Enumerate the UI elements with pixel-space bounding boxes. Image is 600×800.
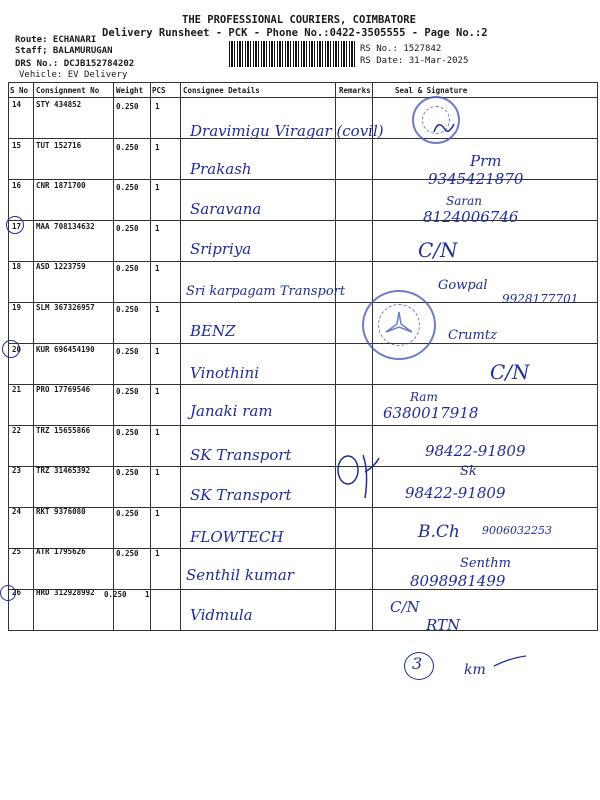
- row-separator: [8, 384, 598, 385]
- handwritten-signature: 98422-91809: [425, 442, 526, 460]
- row-separator: [8, 507, 598, 508]
- row-separator: [8, 466, 598, 467]
- cell-pcs: 1: [155, 143, 160, 152]
- handwritten-phone: 9006032253: [482, 524, 552, 537]
- cell-pcs: 1: [155, 102, 160, 111]
- handwritten-consignee: SK Transport: [190, 486, 292, 504]
- cell-consignment: TRZ 31465392: [36, 466, 91, 475]
- handwritten-phone: 98422-91809: [405, 484, 506, 502]
- col-header-seal-signature: Seal & Signature: [395, 86, 468, 95]
- handwritten-consignee: Janaki ram: [190, 402, 273, 420]
- cell-sno: 16: [12, 181, 22, 190]
- cell-pcs: 1: [155, 183, 160, 192]
- cell-weight: 0.250: [116, 468, 139, 477]
- col-header-sno: S No: [10, 86, 29, 95]
- cell-consignment: RKT 9376080: [36, 507, 86, 516]
- cell-pcs: 1: [155, 305, 160, 314]
- signature-scribble: [430, 118, 460, 140]
- cell-pcs: 1: [155, 264, 160, 273]
- cell-consignment: ASD 1223759: [36, 262, 86, 271]
- cell-sno: 15: [12, 141, 22, 150]
- handwritten-signature: Gowpal: [438, 278, 488, 293]
- row-separator: [8, 630, 598, 631]
- remarks-scribble: [335, 450, 385, 505]
- rs-date: RS Date: 31-Mar-2025: [360, 56, 469, 66]
- cell-weight: 0.250: [116, 143, 139, 152]
- cell-sno: 24: [12, 507, 22, 516]
- cell-sno: 25: [12, 547, 22, 556]
- col-header-consignee: Consignee Details: [183, 86, 260, 95]
- cell-pcs: 1: [155, 387, 160, 396]
- handwritten-signature: Saran: [446, 194, 482, 208]
- col-header-consignment: Consignment No: [36, 86, 100, 95]
- cell-weight: 0.250: [116, 224, 139, 233]
- handwritten-phone: 8124006746: [423, 208, 519, 226]
- handwritten-signature: Prm: [470, 152, 502, 170]
- handwritten-consignee: SK Transport: [190, 446, 292, 464]
- cell-sno: 26: [12, 588, 22, 597]
- cell-weight: 0.250: [116, 183, 139, 192]
- handwritten-signature: Sk: [460, 464, 477, 479]
- cell-sno: 20: [12, 345, 22, 354]
- vehicle-label: Vehicle: EV Delivery: [19, 70, 128, 80]
- handwritten-consignee: Vinothini: [190, 364, 260, 382]
- cell-consignment: KUR 696454190: [36, 345, 95, 354]
- cell-sno: 14: [12, 100, 22, 109]
- handwritten-initials: km: [464, 662, 486, 678]
- rs-number: RS No.: 1527842: [360, 44, 442, 54]
- cell-consignment: MAA 708134632: [36, 222, 95, 231]
- cell-weight: 0.250: [116, 305, 139, 314]
- cell-sno: 19: [12, 303, 22, 312]
- col-header-pcs: PCS: [152, 86, 166, 95]
- handwritten-consignee: Sri karpagam Transport: [186, 284, 346, 299]
- cell-pcs: 1: [155, 224, 160, 233]
- handwritten-consignee: FLOWTECH: [190, 528, 284, 546]
- handwritten-signature: B.Ch: [418, 522, 460, 542]
- cell-weight: 0.250: [116, 347, 139, 356]
- cell-weight: 0.250: [104, 590, 127, 599]
- cell-consignment: TRZ 15655866: [36, 426, 91, 435]
- cell-weight: 0.250: [116, 549, 139, 558]
- handwritten-count: 3: [412, 654, 423, 673]
- row-separator: [8, 261, 598, 262]
- row-separator: [8, 425, 598, 426]
- seal-stamp-benz: [362, 290, 436, 360]
- col-header-remarks: Remarks: [339, 86, 371, 95]
- cell-pcs: 1: [155, 509, 160, 518]
- star-logo-icon: [384, 310, 414, 340]
- handwritten-signature: C/N: [490, 360, 530, 384]
- cell-pcs: 1: [155, 468, 160, 477]
- handwritten-phone: 9345421870: [428, 170, 524, 188]
- route-label: Route: ECHANARI: [15, 35, 97, 45]
- cell-weight: 0.250: [116, 509, 139, 518]
- cell-consignment: ATR 1795626: [36, 547, 86, 556]
- handwritten-consignee: BENZ: [190, 322, 236, 340]
- cell-pcs: 1: [145, 590, 150, 599]
- cell-pcs: 1: [155, 428, 160, 437]
- cell-sno: 18: [12, 262, 22, 271]
- row-separator: [8, 343, 598, 344]
- cell-consignment: CNR 1871700: [36, 181, 86, 190]
- col-header-weight: Weight: [116, 86, 144, 95]
- cell-pcs: 1: [155, 549, 160, 558]
- cell-consignment: TUT 152716: [36, 141, 82, 150]
- company-title: THE PROFESSIONAL COURIERS, COIMBATORE: [182, 14, 416, 26]
- staff-label: Staff; BALAMURUGAN: [15, 46, 113, 56]
- handwritten-consignee: Senthil kumar: [186, 566, 294, 584]
- handwritten-phone: 8098981499: [410, 572, 506, 590]
- runsheet-title: Delivery Runsheet - PCK - Phone No.:0422-3505555 - Page No.:2: [102, 27, 488, 39]
- handwritten-remark: RTN: [426, 616, 461, 634]
- handwritten-consignee: Prakash: [190, 160, 252, 178]
- handwritten-phone: 9928177701: [502, 292, 579, 306]
- cell-weight: 0.250: [116, 428, 139, 437]
- handwritten-signature: C/N: [390, 598, 420, 616]
- cell-sno: 17: [12, 222, 22, 231]
- cell-consignment: SLM 367326957: [36, 303, 95, 312]
- initials-stroke: [470, 654, 530, 684]
- handwritten-phone: 6380017918: [383, 404, 479, 422]
- cell-weight: 0.250: [116, 387, 139, 396]
- handwritten-consignee: Dravimigu Viragar (covil): [190, 122, 384, 140]
- handwritten-signature: Senthm: [460, 556, 511, 571]
- barcode: [229, 41, 355, 67]
- handwritten-consignee: Saravana: [190, 200, 262, 218]
- cell-weight: 0.250: [116, 264, 139, 273]
- cell-weight: 0.250: [116, 102, 139, 111]
- cell-sno: 21: [12, 385, 22, 394]
- handwritten-signature: Ram: [410, 390, 438, 404]
- row-separator: [8, 589, 598, 590]
- cell-sno: 23: [12, 466, 22, 475]
- row-separator: [8, 548, 598, 549]
- drs-label: DRS No.: DCJB152784202: [15, 59, 135, 69]
- handwritten-signature: Crumtz: [448, 328, 497, 343]
- handwritten-signature: C/N: [418, 238, 458, 262]
- cell-consignment: STY 434852: [36, 100, 82, 109]
- cell-consignment: HRD 312928992: [36, 588, 95, 597]
- cell-consignment: PRO 17769546: [36, 385, 91, 394]
- cell-pcs: 1: [155, 347, 160, 356]
- handwritten-consignee: Vidmula: [190, 606, 253, 624]
- handwritten-consignee: Sripriya: [190, 240, 252, 258]
- cell-sno: 22: [12, 426, 22, 435]
